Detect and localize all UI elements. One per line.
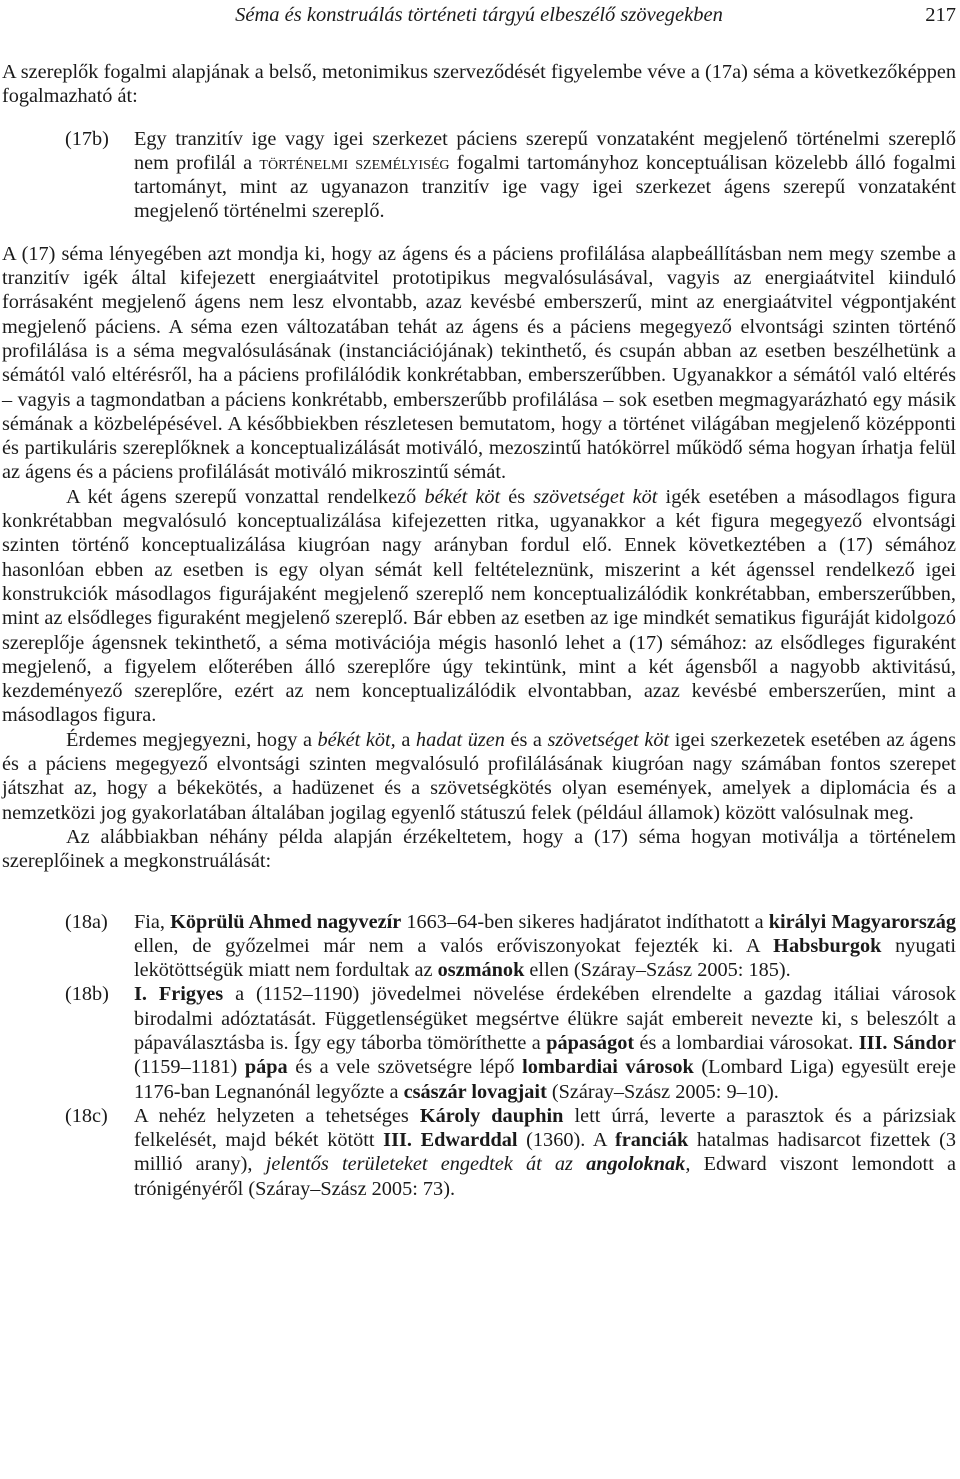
paragraph-4: Az alábbiakban néhány példa alapján érzékeltetem, hogy a (17) séma hogyan motiválja a történelem szereplőinek a megkonstruálását: bbox=[2, 825, 956, 873]
example-18c bbox=[2, 1104, 956, 1201]
text-run: ellen, de győzelmei már nem a valós erőviszonyokat fejezték ki. A bbox=[134, 934, 774, 957]
running-head bbox=[2, 2, 956, 28]
example-text bbox=[134, 982, 956, 1103]
text-run: (1159–1181) bbox=[134, 1056, 245, 1079]
text-run: Fia, bbox=[134, 910, 171, 933]
bold-term: Habsburgok bbox=[773, 934, 882, 957]
bold-term: pápa bbox=[244, 1056, 288, 1079]
bold-term: I. Frigyes bbox=[134, 983, 224, 1006]
text-run: igék esetében a másodlagos figura konkrétabban megvalósuló konceptualizálása kifejezetten ritka, ugyanakkor a két figura megegyező elvontsági szinten történő konceptualizálása kiugróan nagy arányban fordul elő. Ennek következtében a (17) sémához hasonlóan ebben az esetben is egy olyan sémát kell feltételeznünk, miszerint a két ágenssel rendelkező igei konstrukciók másodlagos figurájaként megjelenő szereplő nem konceptualizálódik konkrétabban, emberszerűbben, mint az elsődleges figuraként megjelenő szereplő. Bár ebben az esetben az ige mindkét sematikus figuráját kidolgozó szereplője ágensnek tekinthető, a séma motivációja mégis hasonló lehet a (17) sémához: az elsődleges figuraként megjelenő, a figyelem előterében álló szereplőre úgy tekintünk, mint a két ágensből a nagyobb aktivitású, kezdeményező szereplőre, ezért az nem konceptualizálódik elvontabban, azaz kevésbé emberszerűen, mint a másodlagos figura. bbox=[2, 485, 956, 727]
text-run: lett úrrá, leverte a parasztok és a párizsiak felkelését, majd békét kötött bbox=[134, 1104, 956, 1152]
example-text bbox=[134, 910, 956, 983]
intro-paragraph: A szereplők fogalmi alapjának a belső, metonimikus szerveződését figyelembe véve a (17a) séma a következőképpen fogalmazható át: bbox=[2, 61, 956, 108]
text-run: és bbox=[500, 485, 534, 508]
example-label: (18a) bbox=[65, 910, 108, 933]
italic-term: szövetséget köt bbox=[547, 728, 670, 751]
bold-term: császár lovagjait bbox=[403, 1080, 547, 1103]
example-label: (18b) bbox=[65, 983, 109, 1006]
text-run: A két ágens szerepű vonzattal rendelkező bbox=[66, 485, 425, 508]
text-run: fogalmi tartományhoz konceptuálisan közelebb álló fogalmi tartományt, mint az ugyanazon tranzitív ige vagy igei szerkezet ágens szerepű vonzataként megjelenő történelmi szereplő. bbox=[134, 151, 957, 223]
page-number: 217 bbox=[925, 4, 956, 26]
example-text bbox=[134, 127, 956, 224]
bold-term: III. Sándor bbox=[858, 1031, 956, 1054]
text-run: és a lombardiai városokat. bbox=[634, 1031, 859, 1054]
text-run: A nehéz helyzeten a tehetséges bbox=[134, 1104, 420, 1127]
bold-term: III. Edwarddal bbox=[383, 1129, 518, 1152]
paragraph-1: A (17) séma lényegében azt mondja ki, hogy az ágens és a páciens profilálása alapbeállításban nem megy szembe a tranzitív igék által kifejezett energiaátvitel prototipikus megvalósulásával, vagyis az energiaátvitel kiinduló forrásaként megjelenő ágens nem lesz elvontabb, azaz kevésbé emberszerű, mint az energiaátvitel végpontjaként megjelenő páciens. A séma ezen változatában tehát az ágens és a páciens megegyező elvontsági szinten történő profilálása is a séma megvalósulásának (instanciációjának) tekinthető, és csupán abban az esetben beszélhetünk a sémától való eltérésről, ha a páciens profilálódik konkrétabban, emberszerűbben. Ugyanakkor a sémától való eltérés – vagyis a tagmondatban a páciens konkrétabb, emberszerűbb profilálása – sok esetben megmagyarázható egy másik sémának a közbelépésével. A későbbiekben részletesen bemutatom, hogy a történet világában megjelenő középponti és partikuláris szereplőknek a konceptualizálását motiváló, mezoszintű hatókörrel működő séma hogyan írhatja felül az ágens és a páciens profilálását motiváló mikroszintű sémát. bbox=[2, 242, 956, 484]
italic-term: szövetséget köt bbox=[533, 485, 658, 508]
bold-term: franciák bbox=[615, 1129, 689, 1152]
bold-term: Köprülü Ahmed nagyvezír bbox=[170, 910, 402, 933]
italic-term: jelentős területeket engedtek át az bbox=[265, 1153, 587, 1176]
running-title: Séma és konstruálás történeti tárgyú elbeszélő szövegekben bbox=[235, 4, 723, 26]
text-run: nyugati lekötöttségük miatt nem fordultak az bbox=[134, 934, 956, 982]
bold-term: lombardiai városok bbox=[522, 1056, 694, 1079]
text-run: és a vele szövetségre lépő bbox=[287, 1056, 523, 1079]
text-run: Edward viszont lemondott a trónigényéről (Száray–Szász 2005: 73). bbox=[134, 1153, 957, 1200]
bold-term: pápaságot bbox=[546, 1031, 635, 1054]
text-run: igei szerkezetek esetében az ágens és a páciens megegyező elvontsági szinten megvalósuló profilálásának kiugróan nagy számában fontos szerepet játszhat az, hogy a békekötés, a hadüzenet és a szövetségkötés olyan események, amelyek a diplomácia és a nemzetközi jog gyakorlatában általában jogilag egyenlő státuszú felek (például államok) között valósulnak meg. bbox=[2, 728, 956, 824]
example-17b bbox=[2, 127, 956, 224]
example-label: (17b) bbox=[65, 127, 109, 150]
paragraph-2 bbox=[2, 485, 956, 728]
example-text bbox=[134, 1104, 956, 1201]
text-run: Egy tranzitív ige vagy igei szerkezet páciens szerepű vonzataként megjelenő történelmi szereplő nem profilál a bbox=[134, 127, 956, 174]
bold-term: oszmánok bbox=[437, 959, 525, 982]
italic-term: békét köt, bbox=[317, 728, 396, 751]
text-run: Érdemes megjegyezni, hogy a bbox=[66, 728, 318, 751]
text-run: a (1152–1190) jövedelmei növelése érdekében elrendelte a gazdag itáliai városok birodalmi adóztatását. Függetlenségüket megsértve élükre saját embereit nevezte ki, s beleszólt a pápaválasztásba is. Így egy táborba tömöríthette a bbox=[134, 983, 957, 1054]
italic-term: , bbox=[685, 1153, 691, 1176]
body-text bbox=[2, 60, 956, 1201]
text-run: (1360). A bbox=[517, 1129, 616, 1152]
text-run: (Lombard Liga) egyesült ereje 1176-ban Legnanónál legyőzte a bbox=[134, 1056, 956, 1103]
text-run: (Száray–Szász 2005: 9–10). bbox=[546, 1080, 779, 1103]
italic-term: hadat üzen bbox=[415, 728, 505, 751]
italic-term: békét köt bbox=[424, 485, 501, 508]
bold-term: királyi Magyarország bbox=[768, 910, 956, 933]
bold-italic-term: angoloknak bbox=[586, 1153, 686, 1176]
smallcaps-term: történelmi személyiség bbox=[259, 151, 450, 174]
text-run: hatalmas hadisarcot fizettek (3 millió arany), bbox=[134, 1129, 956, 1176]
text-run: ellen (Száray–Szász 2005: 185). bbox=[524, 959, 791, 982]
example-18a bbox=[2, 910, 956, 983]
paragraph-3 bbox=[2, 728, 956, 825]
text-run: 1663–64-ben sikeres hadjáratot indíthatott a bbox=[401, 910, 769, 933]
bold-term: Károly dauphin bbox=[419, 1104, 564, 1127]
example-18b bbox=[2, 982, 956, 1103]
text-run: a bbox=[395, 728, 416, 751]
text-run: és a bbox=[504, 728, 548, 751]
example-label: (18c) bbox=[65, 1104, 108, 1127]
